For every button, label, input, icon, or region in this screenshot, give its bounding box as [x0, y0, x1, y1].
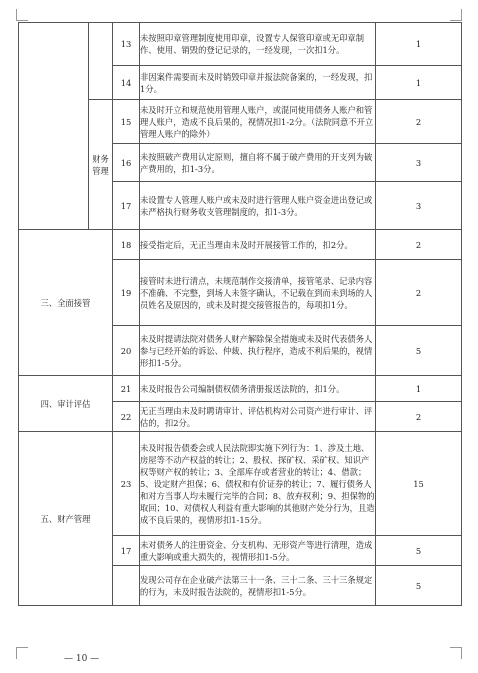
item-number: 20 [113, 326, 140, 376]
item-score: 1 [376, 23, 462, 66]
item-score: 2 [376, 402, 462, 432]
item-score: 1 [376, 376, 462, 402]
item-description: 未及时报告公司编制债权债务清册报送法院的，扣1分。 [140, 376, 376, 402]
category-cell-blank [19, 23, 89, 230]
crop-mark-top-left [16, 9, 28, 21]
table-row [19, 432, 462, 536]
subcategory-finance: 财务管理 [89, 100, 113, 230]
item-description: 未按照印章管理制度使用印章，设置专人保管印章或无印章制作、使用、销毁的登记记录的，一经发现，一次扣1分。 [140, 23, 376, 66]
item-number: 19 [113, 260, 140, 326]
item-score: 2 [376, 100, 462, 144]
item-number: 17 [113, 182, 140, 230]
category-audit: 四、审计评估 [19, 376, 113, 432]
item-description: 未设置专人管理人账户或未及时进行管理人账户资金进出登记或未严格执行财务收支管理制度的，扣1-3分。 [140, 182, 376, 230]
item-score: 1 [376, 66, 462, 100]
item-score: 5 [376, 326, 462, 376]
page-number: — 10 — [64, 654, 100, 664]
item-number: 22 [113, 402, 140, 432]
category-property: 五、财产管理 [19, 432, 113, 606]
item-score: 5 [376, 566, 462, 606]
item-score: 3 [376, 144, 462, 182]
item-number: 13 [113, 23, 140, 66]
item-number: 18 [113, 230, 140, 260]
crop-mark-bottom-left [16, 647, 28, 659]
item-number: 15 [113, 100, 140, 144]
item-description: 未及时开立和规范使用管理人账户，或混同使用债务人账户和管理人账户，造成不良后果的，视情况扣1-2分。（法院同意不开立管理人账户的除外） [140, 100, 376, 144]
item-description: 接管时未进行清点，未规范制作交接清单，接管笔录、记录内容不准确、不完整，到场人未签字确认，不记载在到而未到场的人员姓名及原因的，或未及时提交接管报告的，每项扣1分。 [140, 260, 376, 326]
item-score: 5 [376, 536, 462, 566]
category-full-takeover: 三、全面接管 [19, 230, 113, 376]
item-description: 未按照破产费用认定原则，擅自将不属于破产费用的开支列为破产费用的，扣1-3分。 [140, 144, 376, 182]
item-description: 无正当理由未及时聘请审计、评估机构对公司资产进行审计、评估的，扣2分。 [140, 402, 376, 432]
item-description: 未对债务人的注册资金、分支机构、无形资产等进行清理，造成重大影响或重大损失的，视情形扣1-5分。 [140, 536, 376, 566]
item-number: 16 [113, 144, 140, 182]
item-number: 21 [113, 376, 140, 402]
scoring-table [18, 22, 462, 606]
item-description: 未及时报告债委会或人民法院即实施下列行为：1、涉及土地、房屋等不动产权益的转让；2、股权、探矿权、采矿权、知识产权等财产权的转让；3、全部库存或者营业的转让；4、借款；5、设定财产担保；6、债权和有价证券的转让；7、履行债务人和对方当事人均未履行完毕的合同；8、放弃权利；9、担保物的取回；10、对债权人利益有重大影响的其他财产处分行为，且造成不良后果的，视情形扣1-15分。 [140, 432, 376, 536]
subcategory-cell-blank [89, 23, 113, 100]
item-description: 未及时提请法院对债务人财产解除保全措施或未及时代表债务人参与已经开始的诉讼、仲裁、执行程序，造成不利后果的，视情形扣1-5分。 [140, 326, 376, 376]
item-number: 17 [113, 536, 140, 566]
item-description: 非因案件需要而未及时销毁印章并报法院备案的，一经发现，扣1分。 [140, 66, 376, 100]
item-number: 23 [113, 432, 140, 536]
item-number: 14 [113, 66, 140, 100]
item-description: 发现公司存在企业破产法第三十一条、三十二条、三十三条规定的行为，未及时报告法院的，视情形扣1-5分。 [140, 566, 376, 606]
table-row [19, 376, 462, 402]
crop-mark-top-right [450, 9, 462, 21]
table-row [19, 230, 462, 260]
crop-mark-bottom-right [450, 647, 462, 659]
item-score: 3 [376, 182, 462, 230]
item-description: 接受指定后，无正当理由未及时开展接管工作的，扣2分。 [140, 230, 376, 260]
item-score: 2 [376, 230, 462, 260]
item-score: 15 [376, 432, 462, 536]
item-number [113, 566, 140, 606]
item-score: 2 [376, 260, 462, 326]
table-row [19, 23, 462, 66]
